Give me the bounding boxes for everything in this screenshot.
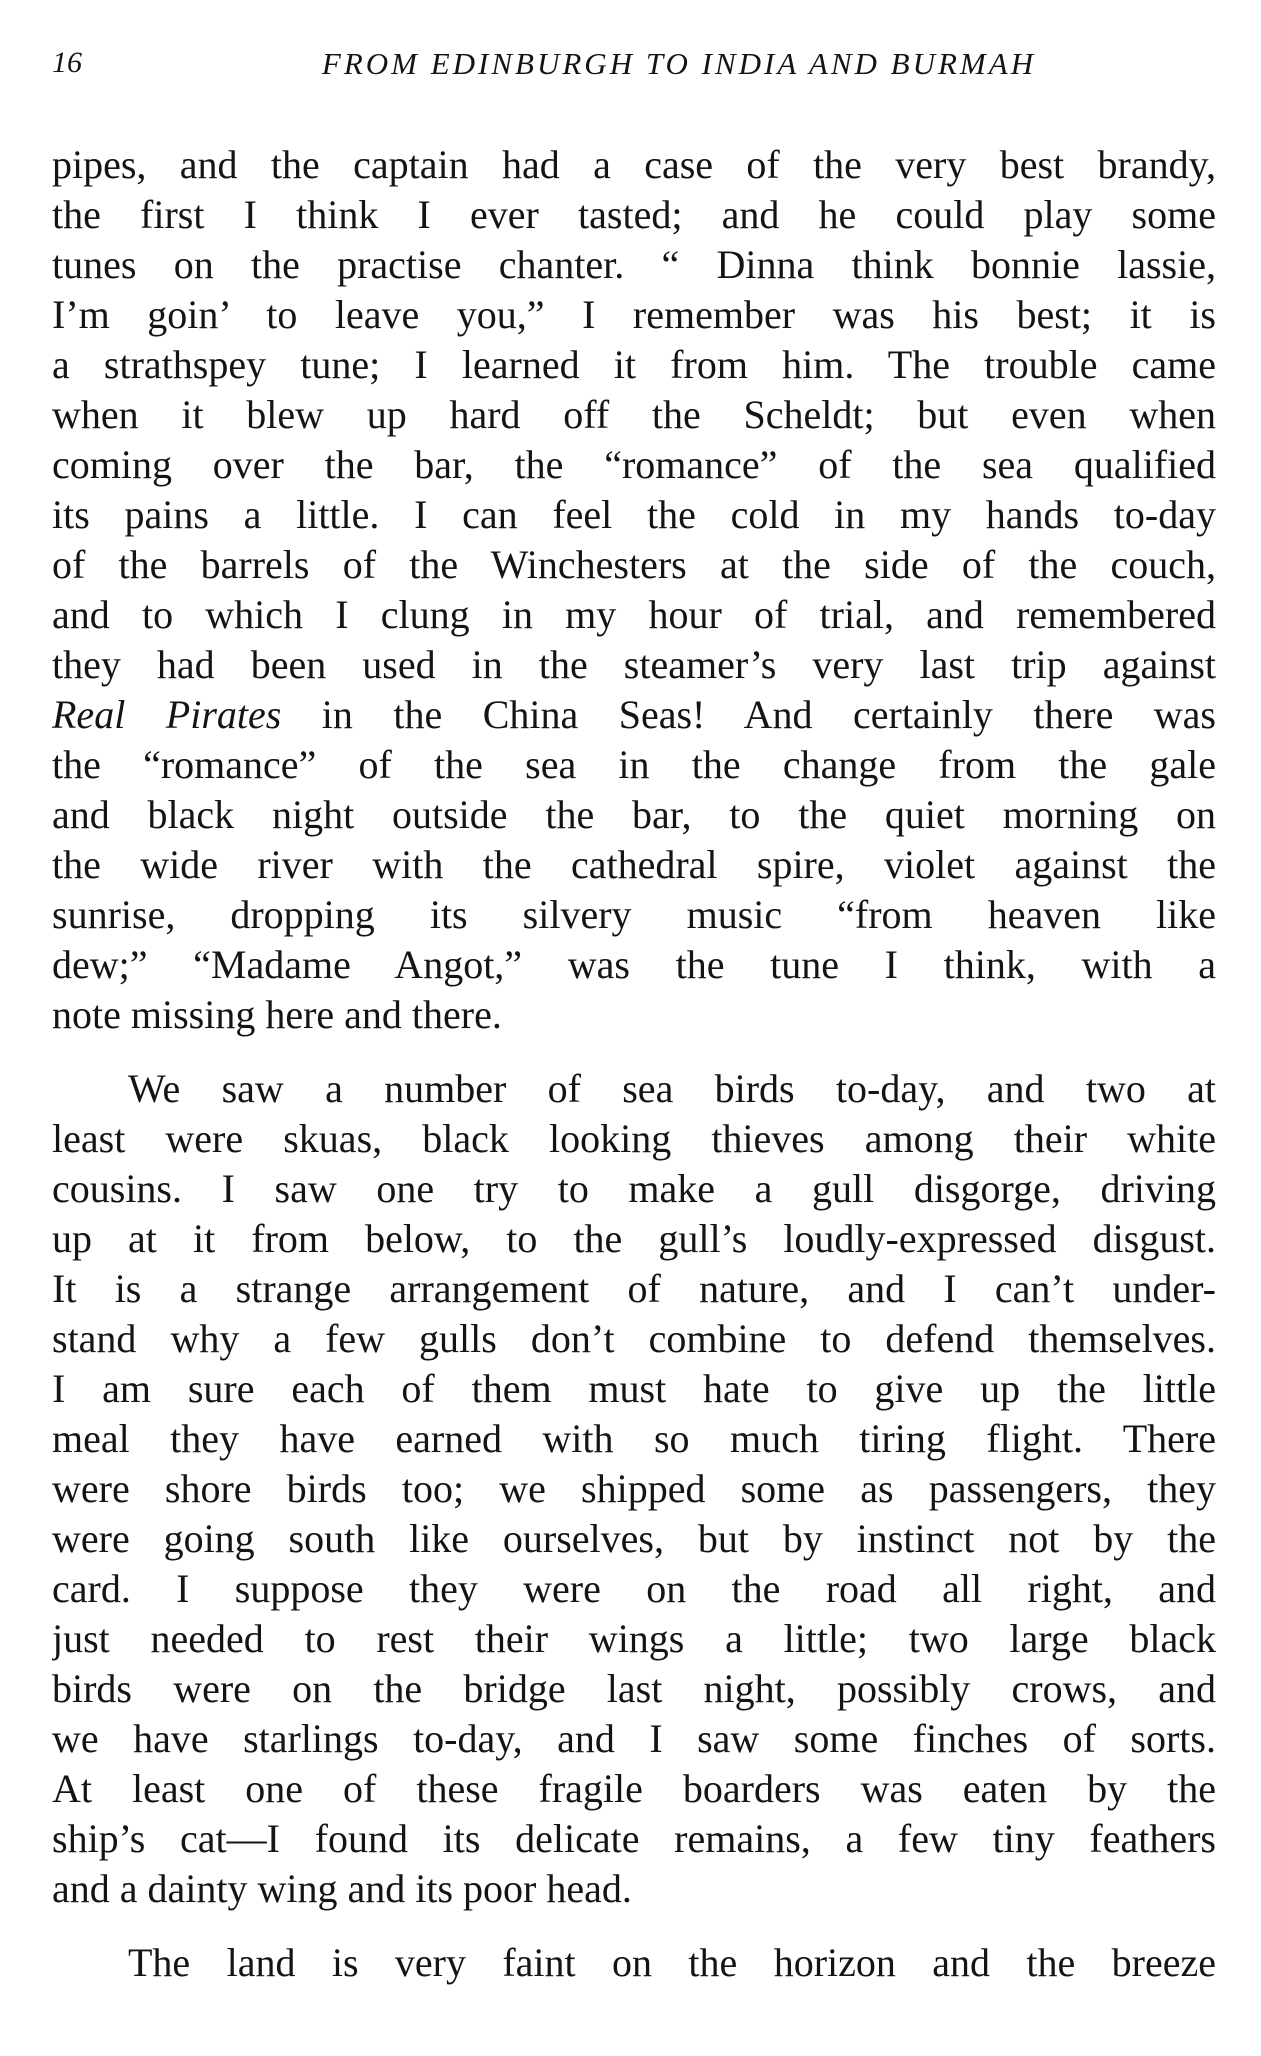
text-line: meal they have earned with so much tiring flight. There [52, 1416, 1216, 1461]
text-line: and black night outside the bar, to the quiet morning on [52, 792, 1216, 837]
running-title: FROM EDINBURGH TO INDIA AND BURMAH [321, 46, 1037, 81]
text-line: the first I think I ever tasted; and he could play some [52, 192, 1216, 237]
text-line: were going south like ourselves, but by instinct not by the [52, 1516, 1216, 1561]
running-head [52, 40, 1216, 100]
text-line: note missing here and there. [52, 992, 502, 1037]
text-line: dew;” “Madame Angot,” was the tune I think, with a [52, 942, 1216, 987]
text-line: I am sure each of them must hate to give up the little [52, 1366, 1216, 1411]
text-line: the wide river with the cathedral spire, violet against the [52, 842, 1216, 887]
text-line: ship’s cat—I found its delicate remains, a few tiny feathers [52, 1816, 1216, 1861]
text-line: tunes on the practise chanter. “ Dinna think bonnie lassie, [52, 242, 1216, 287]
paragraph-captain [52, 140, 1216, 1040]
text-line: The land is very faint on the horizon and the breeze [128, 1940, 1216, 1985]
text-line: and a dainty wing and its poor head. [52, 1866, 632, 1911]
text-line: I’m goin’ to leave you,” I remember was his best; it is [52, 292, 1216, 337]
text-line: card. I suppose they were on the road all right, and [52, 1566, 1216, 1611]
text-line: when it blew up hard off the Scheldt; but even when [52, 392, 1216, 437]
text-line: least were skuas, black looking thieves among their white [52, 1116, 1216, 1161]
text-line: just needed to rest their wings a little; two large black [52, 1616, 1216, 1661]
text-line: were shore birds too; we shipped some as passengers, they [52, 1466, 1216, 1511]
text-line: of the barrels of the Winchesters at the side of the couch, [52, 542, 1216, 587]
text-line: cousins. I saw one try to make a gull disgorge, driving [52, 1166, 1216, 1211]
text-line: pipes, and the captain had a case of the very best brandy, [52, 142, 1216, 187]
text-line: we have starlings to-day, and I saw some finches of sorts. [52, 1716, 1216, 1761]
book-page [52, 40, 1216, 1988]
text-line: the “romance” of the sea in the change from the gale [52, 742, 1216, 787]
text-line: stand why a few gulls don’t combine to defend themselves. [52, 1316, 1216, 1361]
text-line: coming over the bar, the “romance” of the sea qualified [52, 442, 1216, 487]
text-line: its pains a little. I can feel the cold in my hands to-day [52, 492, 1216, 537]
text-line: We saw a number of sea birds to-day, and two at [128, 1066, 1216, 1111]
paragraph-land [52, 1938, 1216, 1988]
text-line: It is a strange arrangement of nature, and I can’t under- [52, 1266, 1216, 1311]
text-line: At least one of these fragile boarders was eaten by the [52, 1766, 1216, 1811]
text-line-rest: in the China Seas! And certainly there was [321, 692, 1216, 737]
text-line: they had been used in the steamer’s very last trip against [52, 642, 1216, 687]
text-line: sunrise, dropping its silvery music “from heaven like [52, 892, 1216, 937]
text-line: up at it from below, to the gull’s loudly-expressed disgust. [52, 1216, 1216, 1261]
italic-phrase: Real Pirates [52, 692, 282, 737]
text-line: birds were on the bridge last night, possibly crows, and [52, 1666, 1216, 1711]
text-line: a strathspey tune; I learned it from him. The trouble came [52, 342, 1216, 387]
text-line: and to which I clung in my hour of trial, and remembered [52, 592, 1216, 637]
text-line [52, 690, 1216, 740]
page-number: 16 [52, 46, 82, 79]
paragraph-sea-birds [52, 1064, 1216, 1914]
